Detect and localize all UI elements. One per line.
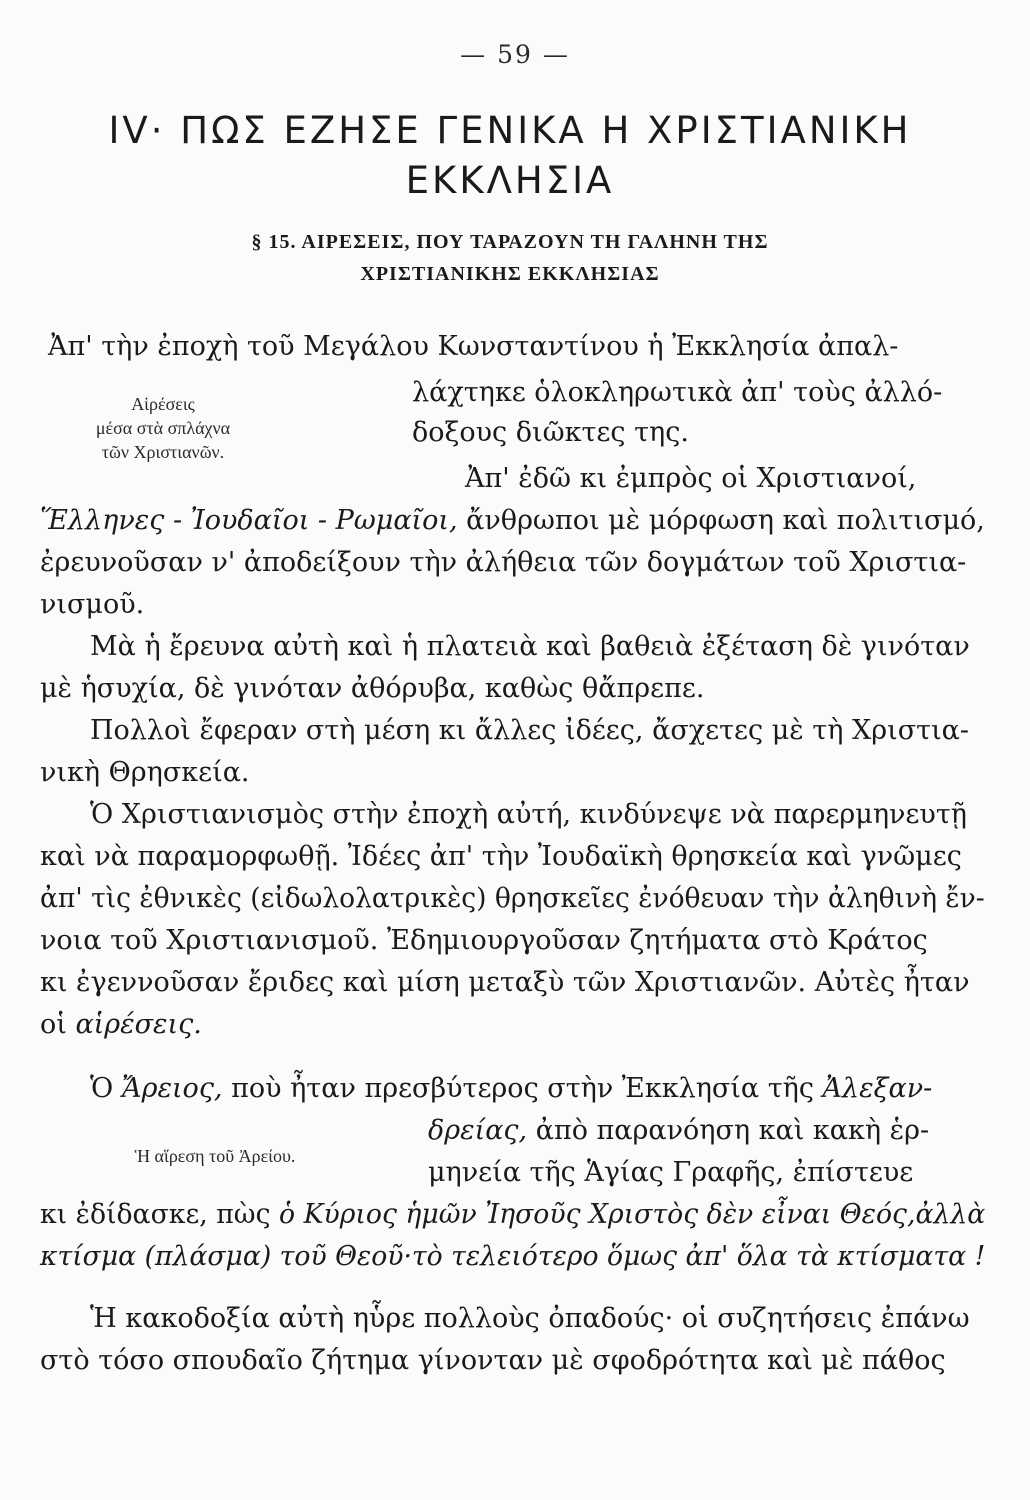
text-line: μὲ ἡσυχία, δὲ γινόταν ἀθόρυβα, καθὼς θἄπρεπε. [40, 673, 705, 704]
chapter-title-line-1: IV· ΠΩΣ ΕΖΗΣΕ ΓΕΝΙΚΑ Η ΧΡΙΣΤΙΑΝΙΚΗ [108, 109, 912, 152]
text-span: ποὺ ἦταν πρεσβύτερος στὴν Ἐκκλησία τῆς [222, 1073, 823, 1104]
text-line: Ἀπ' ἐδῶ κι ἐμπρὸς οἱ Χριστιανοί, [465, 463, 917, 494]
text-span: ἄνθρωποι μὲ μόρφωση καὶ πολιτισμό, [457, 505, 985, 536]
text-line [40, 498, 985, 544]
text-line: νικὴ Θρησκεία. [40, 757, 250, 788]
text-line: ἐρευνοῦσαν ν' ἀποδείξουν τὴν ἀλήθεια τῶν δογμάτων τοῦ Χριστια- [40, 547, 967, 578]
text-line [40, 1192, 985, 1238]
margin-note-line: τῶν Χριστιανῶν. [101, 442, 225, 462]
chapter-title [40, 106, 980, 206]
text-line: Μὰ ἡ ἔρευνα αὐτὴ καὶ ἡ πλατειὰ καὶ βαθειὰ ἐξέταση δὲ γινόταν [90, 631, 970, 662]
text-line: νοια τοῦ Χριστιανισμοῦ. Ἐδημιουργοῦσαν ζητήματα στὸ Κράτος [40, 925, 928, 956]
text-line [428, 1108, 929, 1154]
text-span: ἀπὸ παρανόηση καὶ κακὴ ἑρ- [527, 1115, 930, 1146]
text-span: Ἄρειος, [121, 1073, 223, 1104]
text-span: ὁ Κύριος ἡμῶν Ἰησοῦς Χριστὸς δὲν εἶναι Θεός,ἀλλὰ [279, 1199, 986, 1230]
text-line: κτίσμα (πλάσμα) τοῦ Θεοῦ·τὸ τελειότερο ὅμως ἀπ' ὅλα τὰ κτίσματα ! [40, 1241, 986, 1272]
margin-note-heresies [48, 392, 278, 464]
section-title-line-2: ΧΡΙΣΤΙΑΝΙΚΗΣ ΕΚΚΛΗΣΙΑΣ [360, 263, 660, 285]
text-line: ἀπ' τὶς ἐθνικὲς (εἰδωλολατρικὲς) θρησκεῖες ἐνόθευαν τὴν ἀληθινὴ ἔν- [40, 883, 985, 914]
text-line: Πολλοὶ ἔφεραν στὴ μέση κι ἄλλες ἰδέες, ἄσχετες μὲ τὴ Χριστια- [90, 715, 970, 746]
text-line: στὸ τόσο σπουδαῖο ζήτημα γίνονταν μὲ σφοδρότητα καὶ μὲ πάθος [40, 1345, 946, 1376]
text-line: νισμοῦ. [40, 589, 145, 620]
margin-note-arius: Ἡ αἵρεση τοῦ Ἀρείου. [134, 1146, 296, 1166]
text-span: Ἕλληνες - Ἰουδαῖοι - Ρωμαῖοι, [40, 505, 458, 536]
text-line: Ἡ κακοδοξία αὐτὴ ηὗρε πολλοὺς ὀπαδούς· οἱ συζητήσεις ἐπάνω [90, 1303, 970, 1334]
margin-note-line: μέσα στὰ σπλάχνα [95, 418, 231, 438]
margin-note-line: Αἱρέσεις [131, 394, 195, 414]
text-span: Ὁ [90, 1073, 122, 1104]
text-line: δοξους διῶκτες της. [412, 417, 689, 448]
text-line: Ἀπ' τὴν ἐποχὴ τοῦ Μεγάλου Κωνσταντίνου ἡ Ἐκκλησία ἀπαλ- [48, 331, 899, 362]
text-span: αἱρέσεις. [75, 1009, 202, 1040]
text-span: κι ἐδίδασκε, πὼς [40, 1199, 280, 1230]
chapter-title-line-2: ΕΚΚΛΗΣΙΑ [405, 159, 615, 202]
section-title [40, 226, 980, 290]
text-line: καὶ νὰ παραμορφωθῇ. Ἰδέες ἀπ' τὴν Ἰουδαϊκὴ θρησκεία καὶ γνῶμες [40, 841, 962, 872]
text-line: Ὁ Χριστιανισμὸς στὴν ἐποχὴ αὐτή, κινδύνεψε νὰ παρερμηνευτῇ [90, 799, 967, 830]
text-line [40, 1002, 202, 1048]
page-number: — 59 — [460, 40, 570, 69]
section-title-line-1: § 15. ΑΙΡΕΣΕΙΣ, ΠΟΥ ΤΑΡΑΖΟΥΝ ΤΗ ΓΑΛΗΝΗ ΤΗΣ [251, 231, 769, 253]
text-line [90, 1066, 932, 1112]
text-line: μηνεία τῆς Ἁγίας Γραφῆς, ἐπίστευε [428, 1157, 914, 1188]
text-span: δρείας, [428, 1115, 528, 1146]
text-span: Ἀλεξαν- [822, 1073, 933, 1104]
text-line: λάχτηκε ὁλοκληρωτικὰ ἀπ' τοὺς ἀλλό- [412, 377, 943, 408]
text-line: κι ἐγεννοῦσαν ἔριδες καὶ μίση μεταξὺ τῶν Χριστιανῶν. Αὐτὲς ἦταν [40, 967, 970, 998]
text-span: οἱ [40, 1009, 76, 1040]
